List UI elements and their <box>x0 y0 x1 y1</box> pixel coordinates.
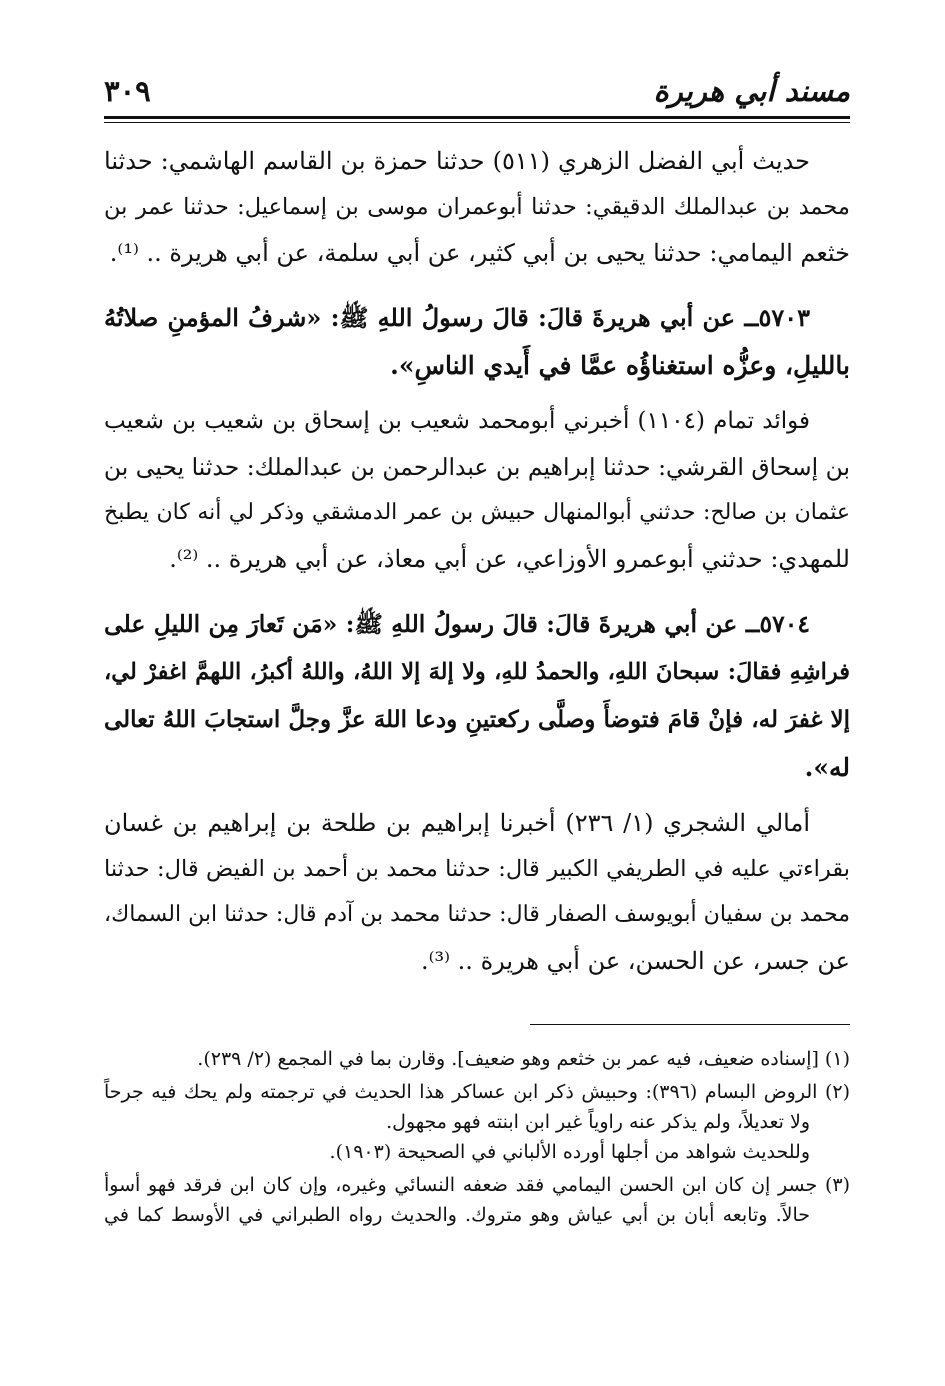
text-line: عثمان بن صالح: حدثني أبوالمنهال حبيش بن عمر الدمشقي وذكر لي أنه كان يطبخ <box>104 500 850 525</box>
page-number: ٣٠٩ <box>104 74 151 108</box>
hadith-line: له». <box>804 753 850 782</box>
text-line: حديث أبي الفضل الزهري (٥١١) حدثنا حمزة بن القاسم الهاشمي: حدثنا <box>104 147 810 175</box>
footnote-3-continuation: حالاً. وتابعه أبان بن أبي عياش وهو متروك. والحديث رواه الطبراني في الأوسط كما في <box>104 1204 810 1226</box>
text-line: خثعم اليمامي: حدثنا يحيى بن أبي كثير، عن أبي سلمة، عن أبي هريرة .. ⁽¹⁾. <box>109 239 850 267</box>
hadith-line: ٥٧٠٤ــ عن أبي هريرةَ قالَ: قالَ رسولُ اللهِ ﷺ: «مَن تَعارَ مِن الليلِ على <box>104 610 810 638</box>
hadith-5703 <box>104 294 850 390</box>
isnad-paragraph-c <box>104 800 850 984</box>
hadith-line: بالليلِ، وعزُّه استغناؤُه عمَّا في أَيدي الناسِ». <box>390 351 850 380</box>
footnote-separator <box>530 1024 850 1025</box>
hadith-line: فراشِهِ فقالَ: سبحانَ اللهِ، والحمدُ للهِ، ولا إلهَ إلا اللهُ، واللهُ أكبرُ، اللهمَّ اغفرْ لي، <box>104 659 850 685</box>
running-title: مسند أبي هريرة <box>653 74 850 108</box>
text-line: أمالي الشجري (١/ ٢٣٦) أخبرنا إبراهيم بن طلحة بن إبراهيم بن غسان <box>104 809 810 837</box>
text-line: بن إسحاق القرشي: حدثنا إبراهيم بن عبدالرحمن بن عبدالملك: حدثنا يحيى بن <box>103 453 850 481</box>
main-text <box>104 138 850 984</box>
header-rule-thin <box>104 122 850 123</box>
text-line: بقراءتي عليه في الطريفي الكبير قال: حدثنا محمد بن أحمد بن الفيض قال: حدثنا <box>104 856 850 882</box>
footnote-2-continuation: ولا تعديلاً، ولم يذكر عنه راوياً غير ابن ابنته فهو مجهول. <box>386 1111 810 1133</box>
isnad-paragraph-a <box>104 138 850 276</box>
page-header <box>104 72 850 112</box>
text-line: للمهدي: حدثني أبوعمرو الأوزاعي، عن أبي معاذ، عن أبي هريرة .. ⁽²⁾. <box>169 545 850 573</box>
hadith-line: ٥٧٠٣ــ عن أبي هريرةَ قالَ: قالَ رسولُ اللهِ ﷺ: «شرفُ المؤمنِ صلاتُهُ <box>104 303 810 332</box>
footnote-1: (١) [إسناده ضعيف، فيه عمر بن خثعم وهو ضعيف]. وقارن بما في المجمع (٢/ ٢٣٩). <box>197 1048 850 1070</box>
text-line: محمد بن عبدالملك الدقيقي: حدثنا أبوعمران موسى بن إسماعيل: حدثنا عمر بن <box>104 194 850 220</box>
isnad-paragraph-b <box>104 398 850 582</box>
text-line: عن جسر، عن الحسن، عن أبي هريرة .. ⁽³⁾. <box>421 947 850 975</box>
header-rule-thick <box>104 116 850 119</box>
footnote-2: (٢) الروض البسام (٣٩٦): وحبيش ذكر ابن عساكر هذا الحديث في ترجمته ولم يحك فيه جرحاً <box>104 1081 850 1103</box>
footnote-3: (٣) جسر إن كان ابن الحسن اليمامي فقد ضعفه النسائي وغيره، وإن كان ابن فرقد فهو أسوأ <box>104 1174 850 1196</box>
text-line: محمد بن سفيان أبويوسف الصفار قال: حدثنا محمد بن آدم قال: حدثنا ابن السماك، <box>104 902 850 927</box>
text-line: فوائد تمام (١١٠٤) أخبرني أبومحمد شعيب بن إسحاق بن شعيب بن شعيب <box>104 408 810 434</box>
footnotes <box>104 1044 850 1230</box>
footnote-2-continuation: وللحديث شواهد من أجلها أورده الألباني في الصحيحة (١٩٠٣). <box>329 1141 810 1163</box>
hadith-line: إلا غفرَ له، فإنْ قامَ فتوضأَ وصلَّى ركعتينِ ودعا اللهَ عزَّ وجلَّ استجابَ اللهُ تعالى <box>104 706 850 733</box>
hadith-5704 <box>104 600 850 792</box>
